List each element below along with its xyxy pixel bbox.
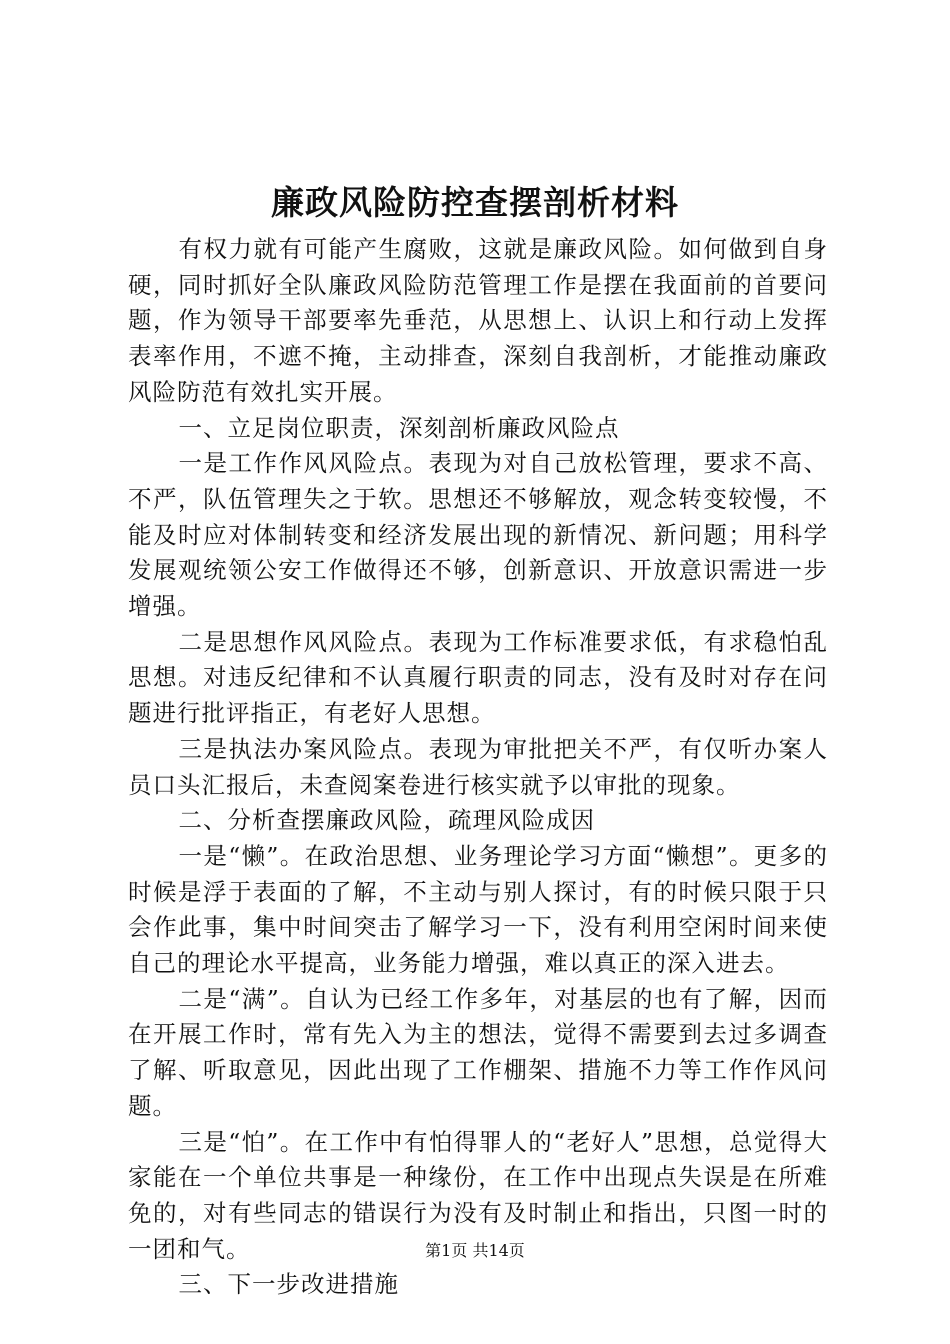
intro-paragraph: 有权力就有可能产生腐败，这就是廉政风险。如何做到自身硬，同时抓好全队廉政风险防范管理工作是摆在我面前的首要问题，作为领导干部要率先垂范，从思想上、认识上和行动上发挥表率作用，不遮不掩，主动排查，深刻自我剖析，才能推动廉政风险防范有效扎实开展。 (128, 235, 828, 406)
section-heading-1: 一、立足岗位职责，深刻剖析廉政风险点 (178, 413, 620, 442)
page-number-indicator: 第1页 共14页 (425, 1241, 525, 1260)
body-paragraph: 一是工作作风风险点。表现为对自己放松管理，要求不高、不严，队伍管理失之于软。思想还不够解放，观念转变较慢，不能及时应对体制转变和经济发展出现的新情况、新问题；用科学发展观统领公安工作做得还不够，创新意识、开放意识需进一步增强。 (128, 449, 828, 621)
body-paragraph: 三是“怕”。在工作中有怕得罪人的“老好人”思想，总觉得大家能在一个单位共事是一种缘份，在工作中出现点失误是在所难免的，对有些同志的错误行为没有及时制止和指出，只图一时的一团和气。 (128, 1127, 828, 1263)
body-paragraph: 一是“懒”。在政治思想、业务理论学习方面“懒想”。更多的时候是浮于表面的了解，不主动与别人探讨，有的时候只限于只会作此事，集中时间突击了解学习一下，没有利用空闲时间来使自己的理论水平提高，业务能力增强，难以真正的深入进去。 (128, 841, 828, 978)
body-paragraph: 二是思想作风风险点。表现为工作标准要求低，有求稳怕乱思想。对违反纪律和不认真履行职责的同志，没有及时对存在问题进行批评指正，有老好人思想。 (128, 627, 828, 728)
document-body (128, 232, 828, 1303)
section-heading-3: 三、下一步改进措施 (178, 1270, 400, 1299)
page-footer (0, 1240, 950, 1262)
document-title: 廉政风险防控查摆剖析材料 (271, 183, 679, 222)
body-paragraph: 二是“满”。自认为已经工作多年，对基层的也有了解，因而在开展工作时，常有先入为主的想法，觉得不需要到去过多调查了解、听取意见，因此出现了工作棚架、措施不力等工作作风问题。 (128, 984, 828, 1120)
section-heading-2: 二、分析查摆廉政风险，疏理风险成因 (178, 806, 596, 835)
body-paragraph: 三是执法办案风险点。表现为审批把关不严，有仅听办案人员口头汇报后，未查阅案卷进行核实就予以审批的现象。 (128, 734, 828, 799)
